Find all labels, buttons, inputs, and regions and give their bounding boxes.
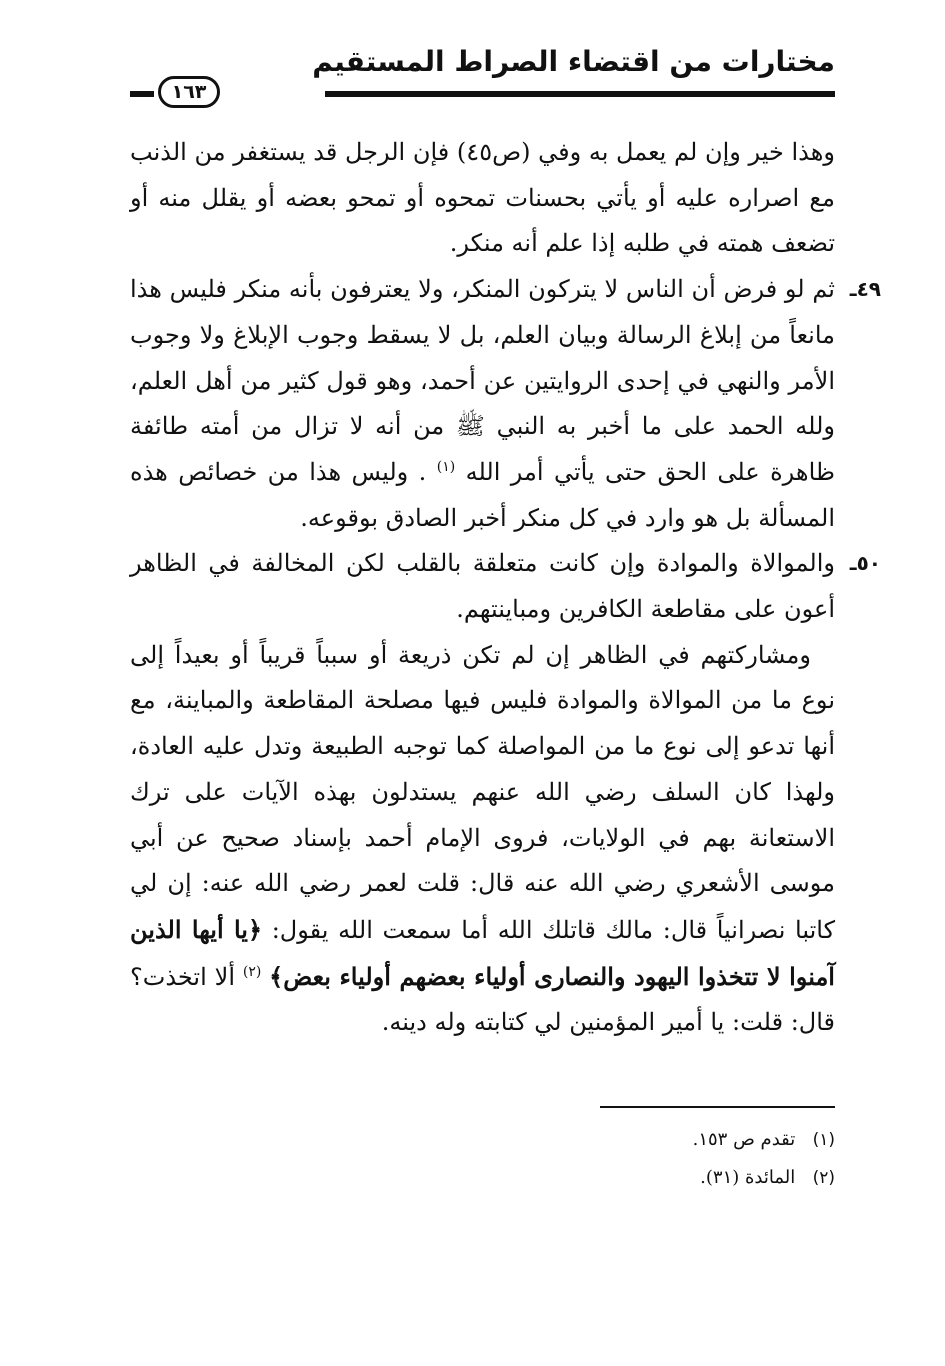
item-number-49: ٤٩ـ — [849, 277, 881, 302]
paragraph-continuation-text: وهذا خير وإن لم يعمل به وفي (ص٤٥) فإن الرجل قد يستغفر من الذنب مع اصراره عليه أو يأتي بحسنات تمحوه أو تمحو بعضه أو يقلل منه أو تضعف همته في طلبه إذا علم أنه منكر. — [130, 138, 836, 258]
item-number-50: ٥٠ـ — [849, 551, 881, 576]
footnotes — [130, 1121, 835, 1197]
item-50-text: والموالاة والموادة وإن كانت متعلقة بالقلب لكن المخالفة في الظاهر أعون على مقاطعة الكافرين ومباينتهم. — [130, 549, 835, 624]
footnote-text-2: المائدة (٣١). — [700, 1167, 796, 1188]
footnote-text-1: تقدم ص ١٥٣. — [692, 1129, 796, 1150]
footnote-2 — [130, 1159, 835, 1197]
header-rule-right — [325, 91, 835, 97]
footnote-reference-1: (١) — [436, 458, 456, 475]
participation-text: ومشاركتهم في الظاهر إن لم تكن ذريعة أو سبباً قريباً أو بعيداً إلى نوع ما من الموالاة والموادة فليس فيها مصلحة المقاطعة والمباينة، مع أنها تدعو إلى نوع ما من المواصلة كما توجبه الطبيعة وتدل عليه العادة، ولهذا كان السلف رضي الله عنهم يستدلون بهذه الآيات على ترك الاستعانة بهم في الولايات، فروى الإمام أحمد بإسناد صحيح عن أبي موسى الأشعري رضي الله عنه قال: قلت لعمر رضي الله عنه: إن لي كاتبا نصرانياً قال: مالك قاتلك الله أما سمعت الله يقول: — [130, 640, 835, 944]
numbered-paragraph-49 — [130, 267, 881, 541]
footnote-reference-2: (٢) — [242, 963, 262, 980]
paragraph-continuation — [130, 130, 835, 267]
quranic-verse: ﴿يا أيها الذين آمنوا لا تتخذوا اليهود والنصارى أولياء بعضهم أولياء بعض﴾ — [130, 914, 835, 991]
numbered-paragraph-50 — [130, 541, 881, 632]
footnote-number-1: (١) — [812, 1130, 835, 1150]
footnote-1 — [130, 1121, 835, 1159]
header-rule-left — [130, 91, 154, 97]
page-number-badge: ١٦٣ — [158, 76, 220, 108]
footnote-number-2: (٢) — [812, 1168, 835, 1188]
item-49-text-end: . وليس هذا من خصائص هذه المسألة بل هو وارد في كل منكر أخبر الصادق بوقوعه. — [130, 457, 835, 532]
footnote-separator — [600, 1106, 835, 1108]
participation-text-end: ألا اتخذت؟ قال: قلت: يا أمير المؤمنين لي كتابته وله دينه. — [130, 962, 835, 1037]
item-49-text-start: ثم لو فرض أن الناس لا يتركون المنكر، ولا يعترفون بأنه منكر فليس هذا مانعاً من إبلاغ الرسالة وبيان العلم، بل لا يسقط وجوب الإبلاغ ولا وجوب الأمر والنهي في إحدى الروايتين عن أحمد، وهو قول كثير من أهل العلم، ولله الحمد على ما أخبر به النبي ﷺ من أنه لا تزال من أمته طائفة ظاهرة على الحق حتى يأتي أمر الله — [130, 275, 835, 486]
running-header-title: مختارات من اقتضاء الصراط المستقيم — [312, 45, 835, 78]
main-text — [130, 130, 881, 1046]
paragraph-participation — [130, 633, 835, 1046]
